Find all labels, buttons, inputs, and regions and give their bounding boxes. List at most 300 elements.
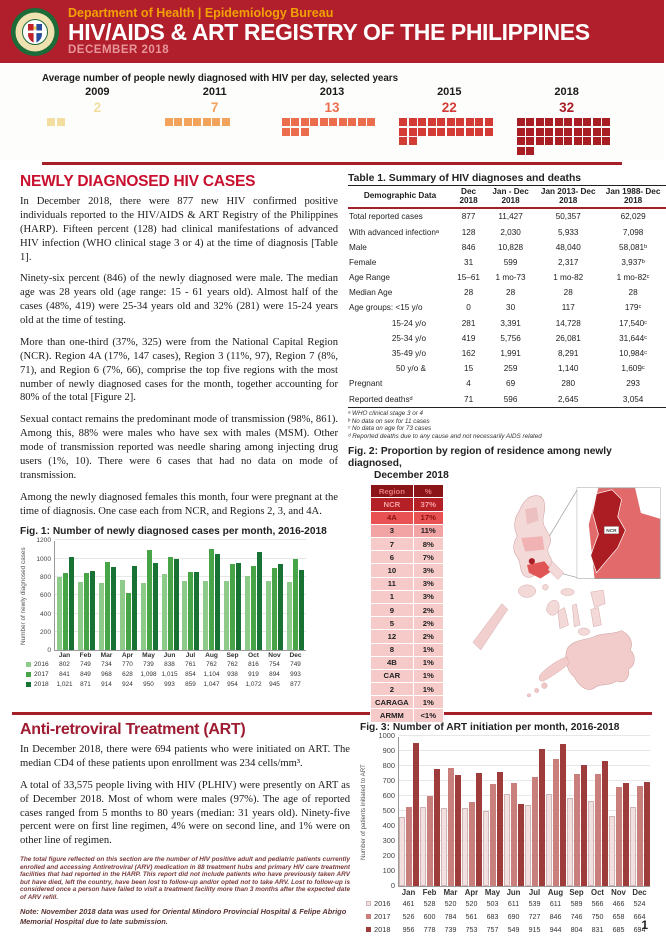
bar — [293, 559, 298, 650]
legend-value: 757 — [486, 925, 499, 934]
waffle-square — [536, 118, 544, 126]
legend-value: 802 — [59, 660, 70, 668]
paragraph: More than one-third (37%, 325) were from the National Capital Region (NCR). Region 4A (17%, 147 cases), Region 3 (11%, 97), Region 7 (8%, 71), and Region 6 (7%, 66), comprise the top five regions with the most number of newly diagnosed cases for the month, together accounting for 80% of the total [Figure 2]. — [20, 336, 338, 404]
table1-cell: 62,029 — [620, 212, 646, 222]
waffle-year-group — [165, 86, 265, 156]
legend-value: 841 — [59, 670, 70, 678]
region-row — [371, 538, 444, 551]
x-tick-label: Nov — [611, 888, 626, 897]
table-row — [348, 346, 666, 361]
doh-seal-logo — [10, 7, 60, 57]
bar — [399, 817, 405, 886]
region-cell: 12 — [371, 630, 414, 643]
region-row — [371, 683, 444, 696]
region-cell: 1% — [413, 696, 443, 709]
x-tick-label: Feb — [79, 652, 92, 660]
legend-value: 762 — [227, 660, 238, 668]
legend-value: 915 — [528, 925, 541, 934]
bar — [539, 749, 545, 886]
legend-swatch — [26, 682, 31, 687]
legend-value: 694 — [633, 925, 646, 934]
y-tick-label: 300 — [382, 836, 395, 845]
table1-cell: 1 mo-73 — [495, 273, 526, 283]
waffle-square — [583, 118, 591, 126]
legend-value: 804 — [570, 925, 583, 934]
bar — [462, 808, 468, 886]
philippines-map — [444, 484, 666, 704]
region-cell: 8 — [371, 643, 414, 656]
legend-value: 528 — [423, 899, 436, 908]
region-cell: 2 — [371, 683, 414, 696]
bar — [162, 574, 167, 651]
legend-value: 739 — [444, 925, 457, 934]
map-ncr — [529, 558, 535, 564]
gridline — [55, 539, 306, 540]
bar-group — [139, 550, 160, 651]
table1-body — [348, 208, 666, 407]
legend-swatch — [366, 927, 371, 932]
y-tick-label: 1000 — [36, 555, 51, 563]
y-tick-label: 1200 — [36, 537, 51, 545]
table1-summary — [348, 185, 666, 408]
map-zamboanga — [539, 657, 569, 682]
waffle-square — [555, 137, 563, 145]
legend-value: 561 — [465, 912, 478, 921]
waffle-year-label: 2011 — [202, 86, 227, 98]
waffle-square — [517, 128, 525, 136]
legend-row — [360, 910, 650, 923]
waffle-square — [184, 118, 192, 126]
bar — [469, 802, 475, 886]
bar — [623, 783, 629, 886]
bar — [230, 564, 235, 650]
legend-value: 762 — [206, 660, 217, 668]
table1-cell: 15–61 — [457, 273, 480, 283]
bar — [609, 816, 615, 886]
bar-group — [420, 769, 441, 886]
table1-cell: 48,040 — [555, 242, 581, 252]
bar — [644, 782, 650, 886]
region-cell: 17% — [413, 511, 443, 524]
table-row — [348, 270, 666, 285]
bar — [188, 572, 193, 650]
region-cell: CAR — [371, 669, 414, 682]
paragraph: Sexual contact remains the predominant mode of transmission (98%, 861). Among this, 88% were males who have sex with males (MSM). Other mode of transmission reported was needle sharing among injecting drug users (1%, 10). There were 6 cases that had no data on mode of transmission. — [20, 414, 338, 481]
y-tick-label: 0 — [47, 647, 51, 655]
region-column-header: % — [413, 485, 443, 498]
y-tick-label: 600 — [382, 791, 395, 800]
waffle-value: 2 — [93, 100, 102, 115]
table1-column-header: Jan 1988- Dec 2018 — [605, 187, 661, 205]
fig3-bar-chart — [360, 731, 650, 936]
table1-column-header: Dec 2018 — [459, 187, 478, 205]
y-tick-label: 400 — [382, 821, 395, 830]
legend-value: 761 — [185, 660, 196, 668]
bar-group — [201, 549, 222, 650]
section-heading-art: Anti-retroviral Treatment (ART) — [20, 721, 246, 738]
table1-cell: 2,030 — [500, 227, 521, 237]
legend-value: 658 — [612, 912, 625, 921]
region-cell: NCR — [371, 498, 414, 511]
art-text-column — [20, 719, 350, 936]
waffle-square — [583, 137, 591, 145]
y-tick-label: 600 — [39, 592, 51, 600]
x-tick-label: Aug — [205, 652, 218, 660]
region-row — [371, 498, 444, 511]
waffle-square — [526, 137, 534, 145]
waffle-square — [602, 118, 610, 126]
region-cell: ARMM — [371, 709, 414, 722]
region-cell: 1% — [413, 643, 443, 656]
waffle-square — [593, 118, 601, 126]
waffle-square — [301, 118, 309, 126]
legend-value: 503 — [486, 899, 499, 908]
bar — [574, 774, 580, 886]
fig2-body — [348, 484, 666, 722]
paragraph: Ninety-six percent (846) of the newly diagnosed were male. The median age was 28 years old (age range: 15 - 61 years old). Almost half of the cases (48%, 419) were 25-34 years old and 32% (281) were 15-24 years old at the time of testing. — [20, 273, 338, 326]
region-row — [371, 656, 444, 669]
legend-value: 524 — [633, 899, 646, 908]
legend-value: 600 — [423, 912, 436, 921]
x-tick-label: Apr — [121, 652, 134, 660]
waffle-square — [291, 128, 299, 136]
waffle-square — [574, 137, 582, 145]
bar — [209, 549, 214, 650]
bar — [132, 566, 137, 651]
region-cell: <1% — [413, 709, 443, 722]
legend-value: 944 — [549, 925, 562, 934]
table1-cell: 15 — [464, 364, 474, 374]
x-tick-label: Jan — [401, 888, 416, 897]
waffle-square — [301, 128, 309, 136]
region-row — [371, 524, 444, 537]
table1-row-label: 25-34 y/o — [391, 333, 426, 343]
waffle-square — [475, 118, 483, 126]
table1-cell: 71 — [464, 394, 474, 404]
waffle-square — [282, 128, 290, 136]
waffle-square — [564, 128, 572, 136]
y-tick-label: 400 — [39, 610, 51, 618]
bar-group — [608, 783, 629, 886]
region-row — [371, 603, 444, 616]
legend-swatch — [26, 662, 31, 667]
waffle-year-label: 2015 — [437, 86, 462, 98]
waffle-square — [47, 118, 55, 126]
bar-group — [222, 563, 243, 650]
bar — [215, 554, 220, 650]
bar — [141, 583, 146, 651]
legend-value: 727 — [528, 912, 541, 921]
legend-series-name: 2017 — [34, 670, 49, 678]
waffle-square — [526, 118, 534, 126]
legend-value: 871 — [80, 680, 91, 688]
bar-group — [181, 572, 202, 651]
x-tick-label: Dec — [289, 652, 302, 660]
x-tick-label: Mar — [100, 652, 113, 660]
waffle-square — [174, 118, 182, 126]
ncr-inset — [577, 488, 660, 579]
waffle-title: Average number of people newly diagnosed with HIV per day, selected years — [42, 73, 399, 84]
table1-row-label: 50 y/o & — [395, 364, 426, 374]
legend-row — [20, 659, 338, 669]
waffle-square — [418, 128, 426, 136]
bar — [504, 794, 510, 886]
table1-cell: 1,140 — [557, 364, 579, 374]
bar-group — [483, 772, 504, 886]
legend-value: 950 — [143, 680, 154, 688]
table1-cell: 1,609ᶜ — [621, 364, 645, 374]
table1-row-label: With advanced infectionᵃ — [349, 227, 439, 237]
region-cell: 1% — [413, 669, 443, 682]
legend-value: 919 — [248, 670, 259, 678]
waffle-year-group — [282, 86, 382, 156]
legend-value: 749 — [80, 660, 91, 668]
bar — [99, 583, 104, 650]
table1-column-header: Jan - Dec 2018 — [492, 187, 529, 205]
bar — [182, 581, 187, 651]
fig2-region-table — [370, 484, 444, 722]
x-tick-label: May — [142, 652, 155, 660]
y-tick-label: 200 — [382, 851, 395, 860]
legend-value: 1,015 — [161, 670, 178, 678]
region-cell: 9 — [371, 603, 414, 616]
bar — [224, 581, 229, 651]
legend-swatch — [26, 672, 31, 677]
bar — [616, 787, 622, 886]
paragraph: A total of 33,575 people living with HIV (PLHIV) were presently on ART as of December 2018. Most of whom were males (97%). The age of reported cases ranged from 5 months to 80 years (median: 31 years old). Ninety-five percent were on first line regimen, 4% were on second line, and 1% were on other line of regimen. — [20, 779, 350, 847]
legend-value: 520 — [444, 899, 457, 908]
bar-group — [97, 562, 118, 651]
region-cell: 3% — [413, 590, 443, 603]
bar — [483, 811, 489, 886]
legend-value: 1,047 — [203, 680, 220, 688]
legend-value: 938 — [227, 670, 238, 678]
waffle-square — [517, 137, 525, 145]
table1-cell: 1 mo-82ᶜ — [616, 273, 650, 283]
bar — [630, 807, 636, 886]
table1-title: Table 1. Summary of HIV diagnoses and deaths — [348, 173, 582, 184]
y-tick-label: 900 — [382, 746, 395, 755]
bar — [560, 744, 566, 886]
waffle-square — [399, 118, 407, 126]
legend-value: 526 — [402, 912, 415, 921]
table1-cell: 28 — [563, 288, 573, 298]
waffle-year-label: 2018 — [554, 86, 579, 98]
bar — [194, 572, 199, 651]
bar-group — [587, 761, 608, 886]
bar — [63, 573, 68, 650]
table1-cell: 162 — [461, 349, 476, 358]
waffle-square — [574, 118, 582, 126]
table1-cell: 30 — [506, 303, 516, 313]
table1-row-label: Female — [349, 257, 377, 267]
table1-cell: 28 — [506, 288, 516, 298]
waffle-square — [447, 128, 455, 136]
table-row — [348, 316, 666, 331]
region-cell: 1 — [371, 590, 414, 603]
legend-value: 566 — [591, 899, 604, 908]
legend-value: 778 — [423, 925, 436, 934]
bar-group — [545, 744, 566, 886]
legend-value: 1,098 — [140, 670, 157, 678]
bar — [497, 772, 503, 886]
waffle-square — [193, 118, 201, 126]
region-cell: 8% — [413, 538, 443, 551]
x-tick-label: Apr — [464, 888, 479, 897]
region-row — [371, 577, 444, 590]
legend-row — [20, 669, 338, 679]
bar — [111, 567, 116, 651]
table1-cell: 599 — [503, 257, 518, 267]
y-tick-label: 500 — [382, 806, 395, 815]
legend-value: 746 — [570, 912, 583, 921]
newly-diagnosed-paragraphs — [20, 195, 338, 518]
region-table-header — [371, 485, 444, 498]
y-tick-label: 800 — [39, 574, 51, 582]
waffle-square — [593, 137, 601, 145]
legend-value: 589 — [570, 899, 583, 908]
bar — [595, 774, 601, 887]
region-row — [371, 551, 444, 564]
y-axis-label: Number of patients initiated to ART — [360, 764, 367, 860]
waffle-square — [222, 118, 230, 126]
waffle-square — [466, 128, 474, 136]
table1-cell: 3,054 — [622, 394, 644, 404]
waffle-square — [329, 118, 337, 126]
bar — [413, 743, 419, 886]
page-number: 1 — [641, 918, 648, 932]
x-tick-label: Jul — [185, 652, 196, 660]
bar — [105, 562, 110, 651]
table1-cell: 58,081ᵇ — [619, 242, 648, 252]
table1-cell: 8,291 — [557, 349, 579, 358]
waffle-value: 32 — [559, 100, 575, 115]
bar — [602, 761, 608, 886]
footnote: ᶜ No data on age for 73 cases — [348, 425, 432, 433]
legend-value: 816 — [248, 660, 259, 668]
legend-value: 466 — [612, 899, 625, 908]
footnote: ᵇ No data on sex for 11 cases — [348, 417, 430, 425]
legend-value: 683 — [486, 912, 499, 921]
daily-average-strip — [0, 63, 664, 160]
table1-cell: 28 — [464, 288, 474, 298]
bureau-name: Department of Health | Epidemiology Bureau — [68, 5, 334, 20]
region-row — [371, 630, 444, 643]
waffle-square — [165, 118, 173, 126]
bar — [525, 805, 531, 886]
legend-swatch — [366, 914, 371, 919]
waffle-square — [545, 118, 553, 126]
waffle-square — [399, 128, 407, 136]
legend-series-name: 2018 — [374, 925, 391, 934]
table1-cell: 3,937ᵇ — [621, 257, 645, 267]
waffle-square — [57, 118, 65, 126]
legend-series-name: 2016 — [34, 660, 49, 668]
waffle-square — [437, 128, 445, 136]
bar — [120, 580, 125, 651]
bar — [406, 807, 412, 886]
table1-cell: 17,540ᶜ — [619, 318, 648, 328]
footnote: ᵃ WHO clinical stage 3 or 4 — [348, 409, 424, 417]
bar-group — [441, 768, 462, 886]
waffle-square — [437, 118, 445, 126]
x-tick-label: Jul — [528, 888, 541, 897]
bar-group — [399, 743, 420, 886]
region-row — [371, 590, 444, 603]
bar — [588, 801, 594, 886]
waffle-square — [526, 147, 534, 155]
fig1-title: Fig. 1: Number of newly diagnosed cases per month, 2016-2018 — [20, 526, 327, 538]
bar — [455, 775, 461, 886]
region-table-body — [371, 498, 444, 722]
region-row — [371, 643, 444, 656]
legend-value: 549 — [507, 925, 520, 934]
bar-group — [160, 557, 181, 650]
bar — [434, 769, 440, 886]
bar-group — [264, 564, 285, 651]
x-tick-label: Oct — [248, 652, 259, 660]
legend-series-name: 2016 — [374, 899, 391, 908]
table1-cell: 2,317 — [557, 257, 579, 267]
x-tick-label: Jan — [58, 652, 71, 660]
bar-group — [504, 783, 525, 887]
legend-value: 749 — [290, 660, 301, 668]
region-row — [371, 564, 444, 577]
bar — [553, 759, 559, 886]
right-column — [348, 171, 666, 721]
waffle-square — [602, 128, 610, 136]
table1-cell: 5,933 — [557, 227, 579, 237]
table1-cell: 2,645 — [557, 394, 579, 404]
table1-cell: 14,728 — [555, 318, 581, 328]
table-row — [348, 285, 666, 300]
bar — [490, 784, 496, 886]
bar — [84, 573, 89, 651]
legend-value: 859 — [185, 680, 196, 688]
bar — [532, 777, 538, 886]
region-cell: 1% — [413, 683, 443, 696]
y-tick-label: 1000 — [378, 731, 395, 740]
legend-row — [360, 923, 650, 936]
x-tick-label: Jun — [506, 888, 521, 897]
region-cell: CARAGA — [371, 696, 414, 709]
region-cell: 11 — [371, 577, 414, 590]
y-tick-label: 800 — [382, 761, 395, 770]
table1-cell: 0 — [466, 303, 471, 313]
table1-cell: 179ᶜ — [624, 303, 642, 313]
table1-cell: 128 — [461, 227, 476, 237]
bar — [257, 552, 262, 650]
bar — [251, 566, 256, 650]
y-axis-label: Number of newly diagnosed cases — [20, 547, 27, 646]
waffle-square — [485, 128, 493, 136]
legend-value: 968 — [101, 670, 112, 678]
waffle-year-group — [47, 86, 147, 156]
waffle-square — [456, 118, 464, 126]
table1-row-label: Reported deathsᵈ — [349, 394, 413, 404]
table-row — [348, 208, 666, 224]
map-region-3 — [521, 536, 544, 551]
fig2-title-line1: Fig. 2: Proportion by region of residence among newly diagnosed, — [348, 446, 612, 469]
bar — [203, 581, 208, 651]
legend-value: 945 — [269, 680, 280, 688]
table-row — [348, 255, 666, 270]
waffle-square — [574, 128, 582, 136]
gridline — [399, 735, 650, 736]
bar — [637, 786, 643, 886]
region-cell: 2% — [413, 603, 443, 616]
table1-cell: 596 — [503, 394, 518, 404]
